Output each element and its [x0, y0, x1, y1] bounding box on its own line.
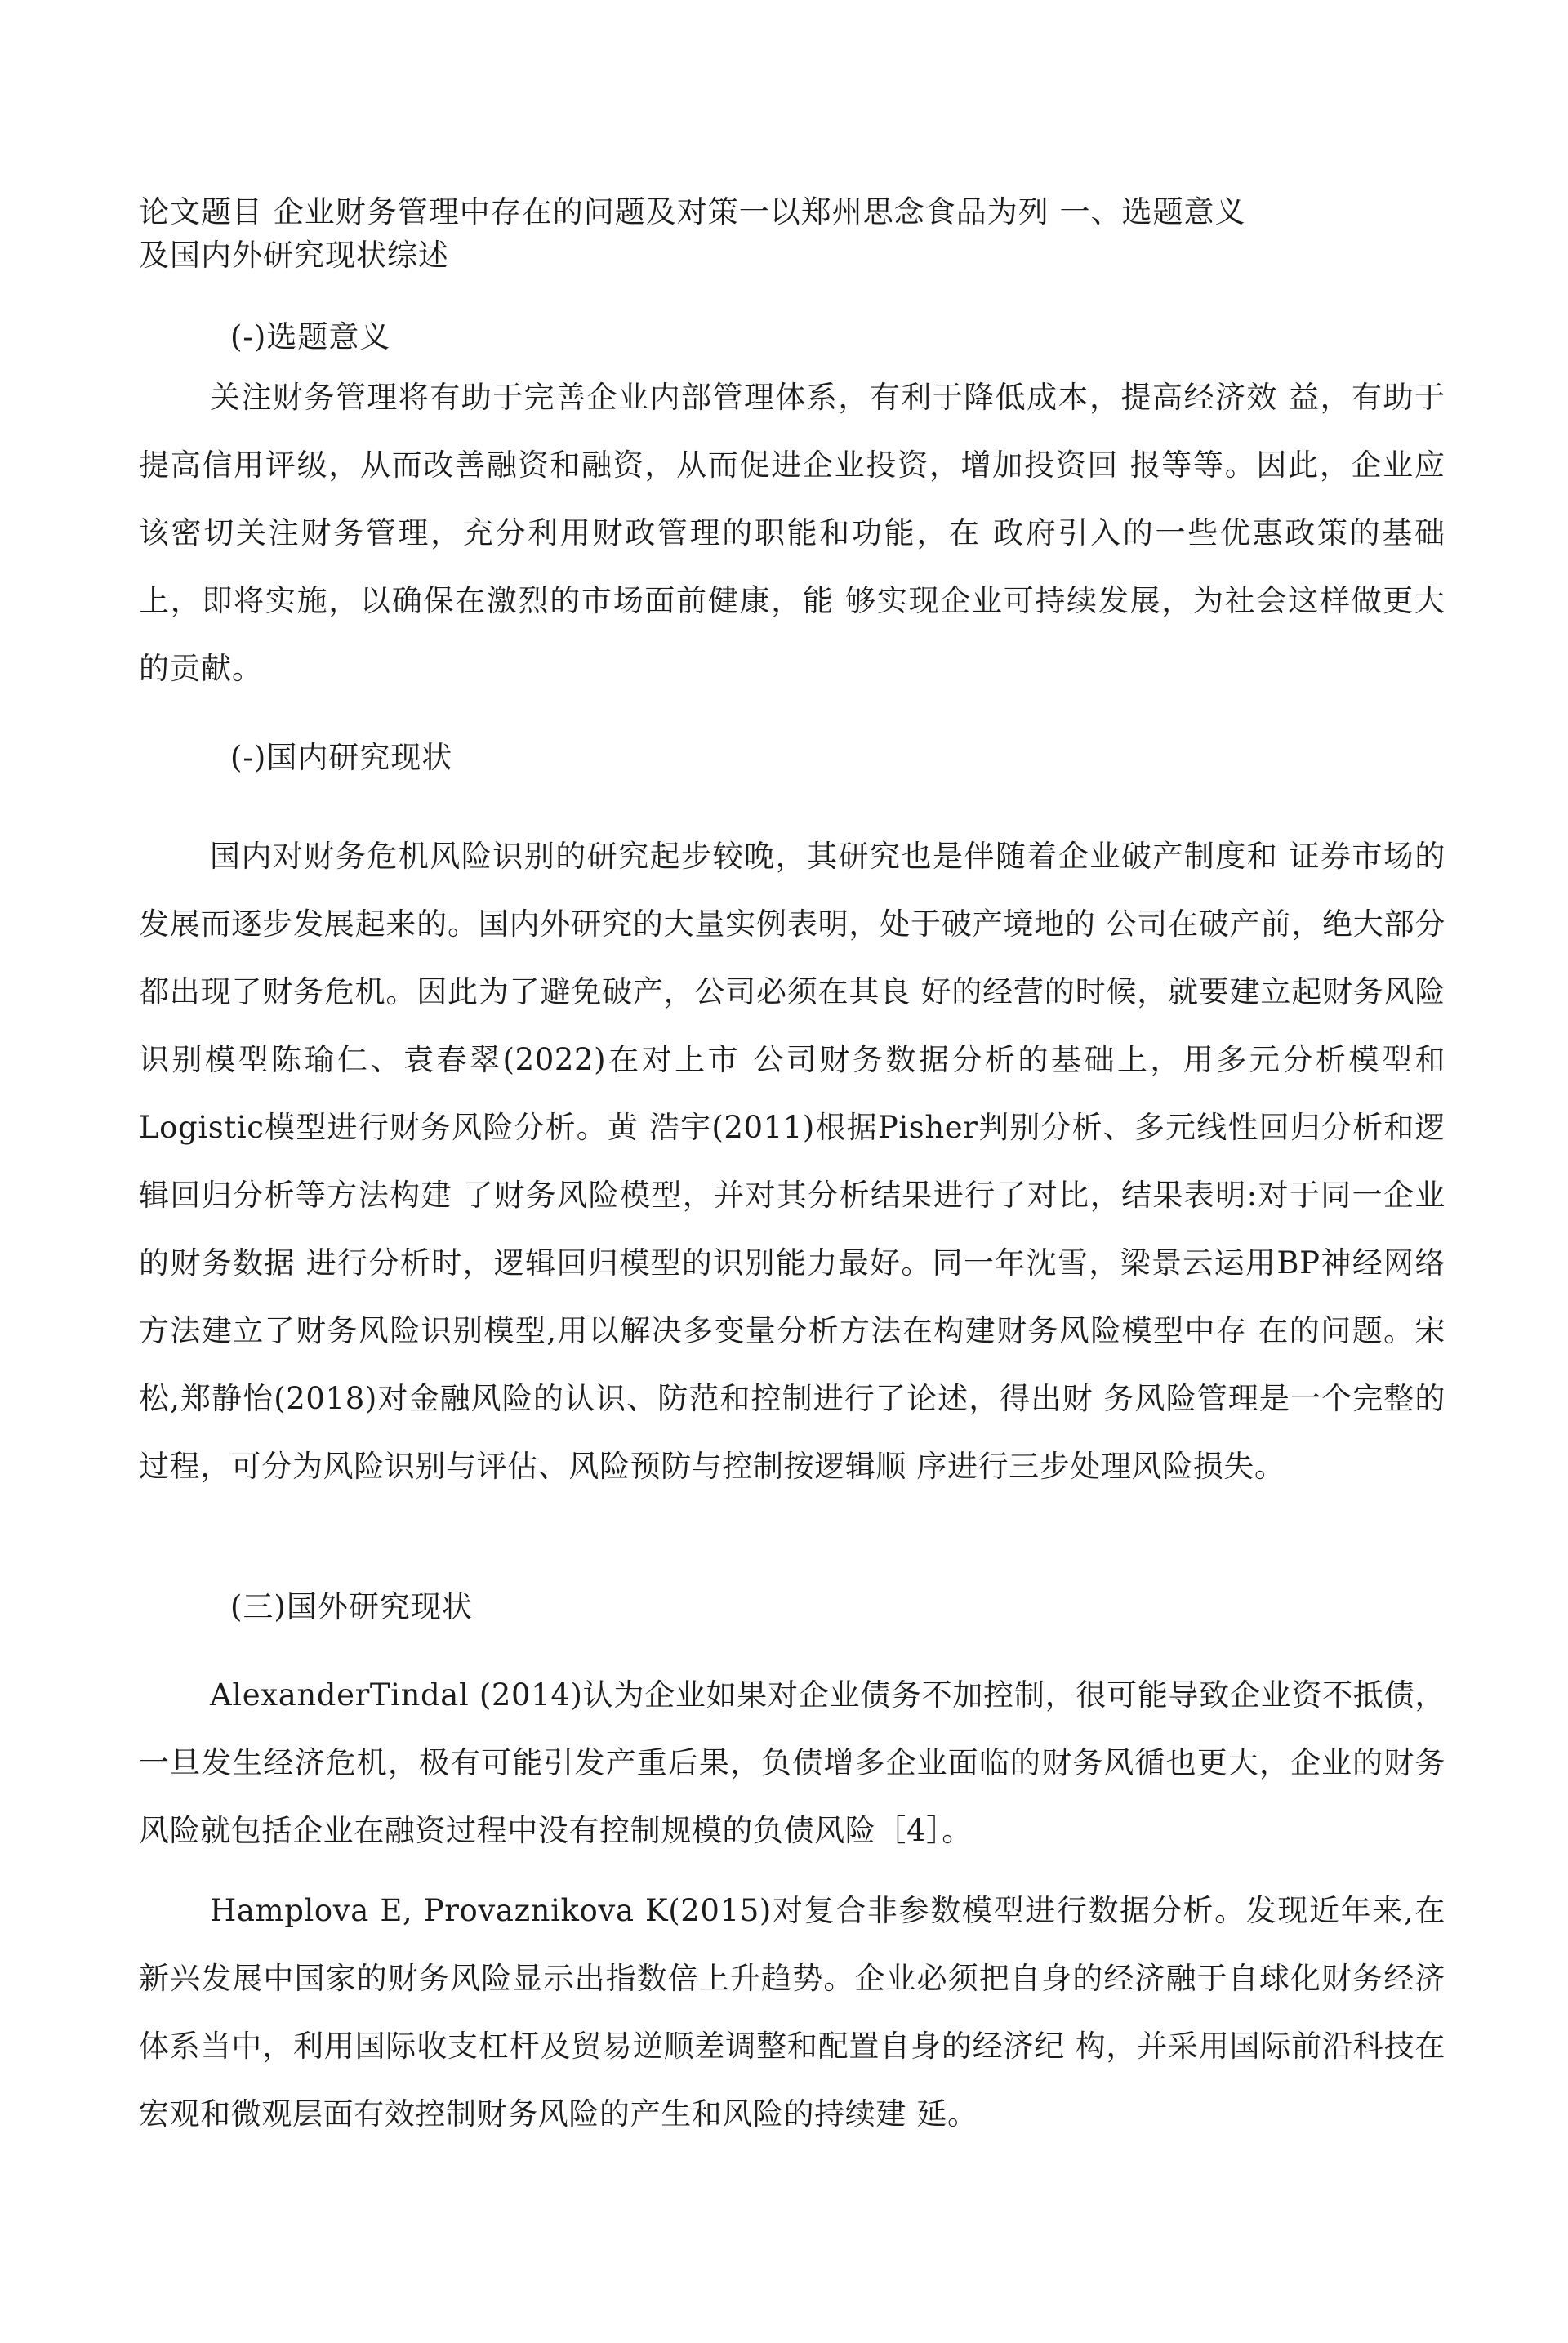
section-heading-domestic-research: (-)国内研究现状	[230, 740, 453, 775]
paragraph-domestic-research: 国内对财务危机风险识别的研究起步较晚，其研究也是伴随着企业破产制度和 证券市场的发展而逐步发展起来的。国内外研究的大量实例表明，处于破产境地的 公司在破产前，绝大部分都出现了财务危机。因此为了避免破产，公司必须在其良 好的经营的时候，就要建立起财务风险识别模型陈瑜仁、袁春翠(2022)在对上市 公司财务数据分析的基础上，用多元分析模型和Logistic模型进行财务风险分析。黄 浩宇(2011)根据Pisher判别分析、多元线性回归分析和逻辑回归分析等方法构建 了财务风险模型，并对其分析结果进行了对比，结果表明:对于同一企业的财务数据 进行分析时，逻辑回归模型的识别能力最好。同一年沈雪，梁景云运用BP神经网络 方法建立了财务风险识别模型,用以解决多变量分析方法在构建财务风险模型中存 在的问题。宋松,郑静怡(2018)对金融风险的认识、防范和控制进行了论述，得出财 务风险管理是一个完整的过程，可分为风险识别与评估、风险预防与控制按逻辑顺 序进行三步处理风险损失。	[139, 839, 1446, 1484]
section-heading-topic-significance: (-)选题意义	[230, 319, 391, 354]
document-title-line-2: 及国内外研究现状综述	[139, 238, 449, 273]
paragraph-topic-significance: 关注财务管理将有助于完善企业内部管理体系，有利于降低成本，提高经济效 益，有助于提高信用评级，从而改善融资和融资，从而促进企业投资，增加投资回 报等等。因此，企业应该密切关注财务管理，充分利用财政管理的职能和功能，在 政府引入的一些优惠政策的基础上，即将实施，以确保在激烈的市场面前健康，能 够实现企业可持续发展，为社会这样做更大的贡献。	[139, 380, 1446, 686]
paragraph-foreign-research-2: Hamplova E, Provaznikova K(2015)对复合非参数模型进行数据分析。发现近年来,在新兴发展中国家的财务风险显示出指数倍上升趋势。企业必须把自身的经济融于自球化财务经济体系当中，利用国际收支杠杆及贸易逆顺差调整和配置自身的经济纪 构，并采用国际前沿科技在宏观和微观层面有效控制财务风险的产生和风险的持续建 延。	[139, 1893, 1446, 2131]
section-heading-foreign-research: (三)国外研究现状	[230, 1589, 473, 1624]
paragraph-foreign-research-1: AlexanderTindal (2014)认为企业如果对企业债务不加控制，很可能导致企业资不抵债，一旦发生经济危机，极有可能引发产重后果，负债增多企业面临的财务风循也更大，企业的财务风险就包括企业在融资过程中没有控制规模的负债风险［4］。	[139, 1677, 1446, 1848]
document-title-line-1: 论文题目 企业财务管理中存在的问题及对策一以郑州思念食品为列 一、选题意义	[139, 194, 1246, 229]
